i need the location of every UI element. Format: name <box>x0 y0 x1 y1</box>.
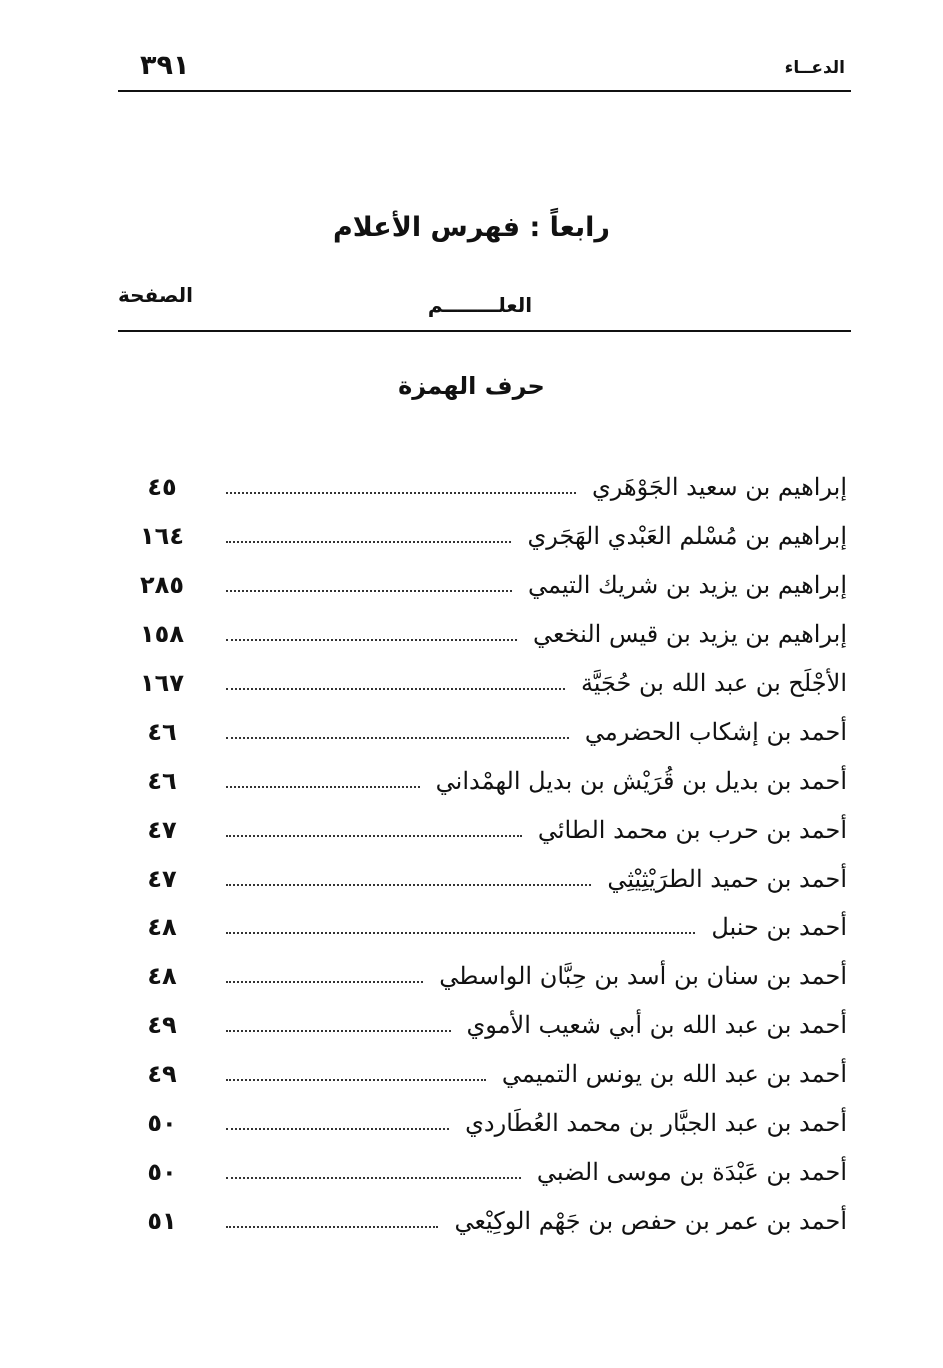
entry-name: إبراهيم بن سعيد الجَوْهَري <box>591 473 847 502</box>
header-rule <box>118 90 851 92</box>
index-entry <box>130 805 847 854</box>
entry-name: أحمد بن حميد الطرَيْثِيْثِي <box>607 864 847 893</box>
entry-page: ٤٨ <box>147 913 177 942</box>
entry-page: ٢٨٥ <box>140 571 184 600</box>
index-entry <box>130 707 847 756</box>
entry-page: ٤٩ <box>147 1060 177 1089</box>
entry-name: إبراهيم بن يزيد بن شريك التيمي <box>528 571 847 600</box>
entry-page: ٥٠ <box>147 1109 177 1138</box>
entry-name: أحمد بن عبد الجبَّار بن محمد العُطَاردي <box>465 1109 847 1138</box>
column-header-rule <box>118 330 851 332</box>
running-title: الدعــاء <box>784 58 845 78</box>
dot-leader <box>226 1177 521 1179</box>
entry-page: ٤٦ <box>147 717 177 746</box>
index-entry <box>130 1050 847 1099</box>
letter-heading: حرف الهمزة <box>398 372 545 400</box>
page-number: ٣٩١ <box>140 50 190 81</box>
dot-leader <box>226 1226 438 1228</box>
entry-name: أحمد بن حرب بن محمد الطائي <box>537 815 847 844</box>
dot-leader <box>226 590 512 592</box>
column-header-page: الصفحة <box>118 283 194 307</box>
index-entry <box>130 1196 847 1245</box>
entry-page: ١٦٤ <box>140 522 184 551</box>
entry-name: إبراهيم بن مُسْلم العَبْدي الهَجَري <box>527 522 847 551</box>
dot-leader <box>226 737 569 739</box>
entry-name: الأجْلَح بن عبد الله بن حُجَيَّة <box>580 669 847 697</box>
index-entry <box>130 1001 847 1050</box>
entry-name: أحمد بن إشكاب الحضرمي <box>584 717 847 746</box>
index-entry <box>130 512 847 561</box>
entry-name: أحمد بن سنان بن أسد بن حِبَّان الواسطي <box>439 962 847 991</box>
entry-name: أحمد بن عَبْدَة بن موسى الضبي <box>536 1157 847 1186</box>
index-entry <box>130 952 847 1001</box>
dot-leader <box>226 1079 486 1081</box>
entry-page: ١٦٧ <box>140 669 184 697</box>
index-entry <box>130 659 847 708</box>
column-header-name: العلــــــــم <box>427 293 533 317</box>
index-entry <box>130 610 847 659</box>
entry-page: ٤٨ <box>147 962 177 991</box>
entry-page: ٤٦ <box>147 766 177 795</box>
dot-leader <box>226 1030 451 1032</box>
entry-page: ٥١ <box>147 1206 177 1235</box>
dot-leader <box>226 492 576 494</box>
index-entries <box>130 463 847 1245</box>
index-entry <box>130 561 847 610</box>
dot-leader <box>226 932 695 934</box>
index-entry <box>130 854 847 903</box>
dot-leader <box>226 1128 449 1130</box>
section-title: رابعاً : فهرس الأعلام <box>333 212 610 243</box>
entry-name: أحمد بن حنبل <box>711 913 847 942</box>
entry-name: إبراهيم بن يزيد بن قيس النخعي <box>533 620 847 649</box>
entry-name: أحمد بن عبد الله بن يونس التميمي <box>501 1060 847 1089</box>
dot-leader <box>226 884 591 886</box>
dot-leader <box>226 835 522 837</box>
index-entry <box>130 903 847 952</box>
index-entry <box>130 463 847 512</box>
index-entry <box>130 756 847 805</box>
entry-page: ١٥٨ <box>140 620 184 649</box>
dot-leader <box>226 981 423 983</box>
entry-page: ٤٥ <box>147 473 177 502</box>
entry-page: ٤٧ <box>147 815 177 844</box>
index-entry <box>130 1099 847 1148</box>
dot-leader <box>226 639 517 641</box>
dot-leader <box>226 541 511 543</box>
entry-page: ٥٠ <box>147 1157 177 1186</box>
entry-name: أحمد بن عمر بن حفص بن جَهْم الوكِيْعي <box>454 1206 847 1235</box>
dot-leader <box>226 786 420 788</box>
entry-page: ٤٧ <box>147 864 177 893</box>
entry-page: ٤٩ <box>147 1011 177 1040</box>
entry-name: أحمد بن بديل بن قُرَيْش بن بديل الهمْداني <box>435 766 847 795</box>
entry-name: أحمد بن عبد الله بن أبي شعيب الأموي <box>466 1011 847 1040</box>
dot-leader <box>226 688 565 690</box>
index-entry <box>130 1147 847 1196</box>
